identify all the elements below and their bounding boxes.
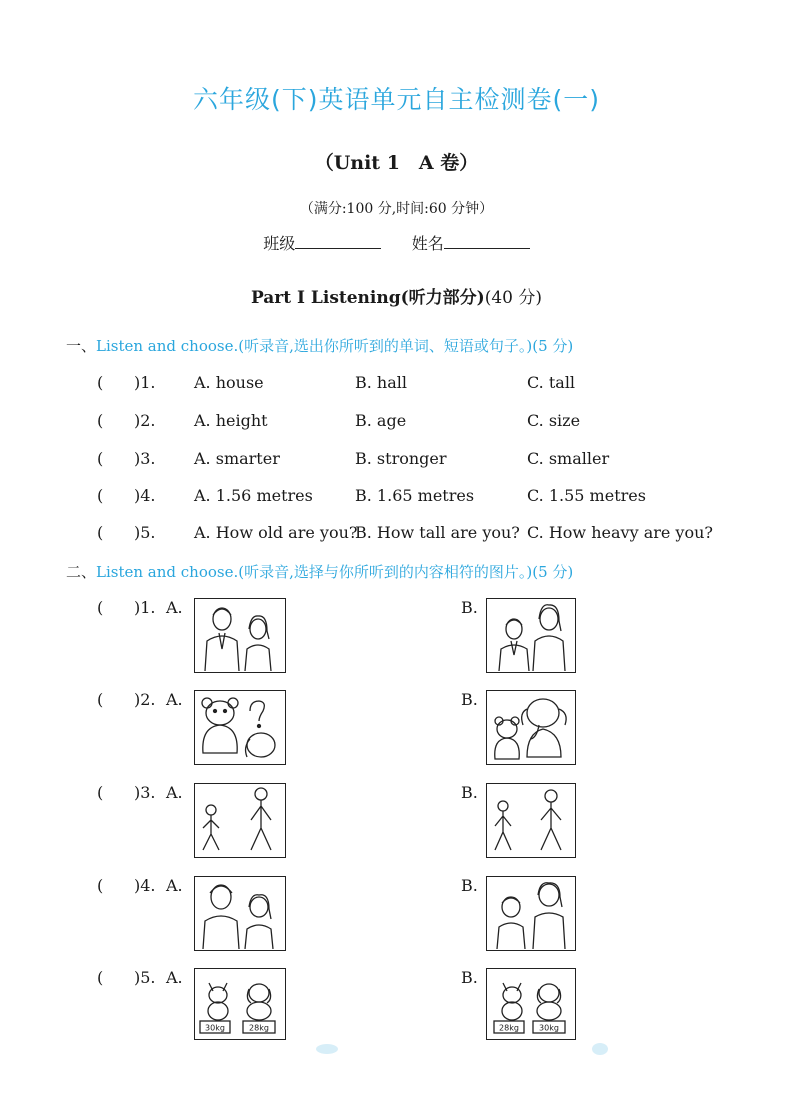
section-2-title-en: Listen and choose.: [96, 563, 239, 581]
part-label: Part Ⅰ Listening(听力部分): [250, 288, 485, 308]
answer-paren[interactable]: (: [97, 876, 104, 895]
section-1-points: (5 分): [532, 337, 574, 355]
answer-paren[interactable]: (: [97, 783, 104, 802]
option-b-label: B.: [461, 690, 478, 709]
option-b: B. age: [355, 411, 407, 430]
option-b-label: B.: [461, 876, 478, 895]
answer-paren[interactable]: (: [97, 968, 104, 987]
option-a: A. How old are you?: [194, 523, 358, 542]
scale-weight-left: 30kg: [205, 1023, 225, 1033]
score-info: （满分:100 分,时间:60 分钟）: [299, 201, 494, 217]
woman-taller-than-man-icon[interactable]: [486, 598, 576, 673]
boy-and-girl-icon[interactable]: [194, 876, 286, 951]
option-a-label: A.: [166, 783, 183, 802]
option-b: B. hall: [355, 373, 408, 392]
option-b: B. How tall are you?: [355, 523, 520, 542]
scale-weight-right: 30kg: [539, 1023, 559, 1033]
question-number: )1.: [134, 373, 156, 392]
scale-weight-right: 28kg: [249, 1023, 269, 1033]
section-2-heading: [66, 561, 573, 582]
option-b: B. 1.65 metres: [355, 486, 475, 505]
question-number: )2.: [134, 690, 156, 709]
section-1-title-cn: (听录音,选出你所听到的单词、短语或句子。): [238, 337, 533, 355]
option-a-label: A.: [166, 598, 183, 617]
cat-and-dog-on-scales-icon[interactable]: [194, 968, 286, 1040]
option-b-label: B.: [461, 968, 478, 987]
question-number: )5.: [134, 968, 156, 987]
option-b: B. stronger: [355, 449, 447, 468]
answer-paren[interactable]: (: [97, 523, 104, 542]
boy-and-man-walking-icon[interactable]: [194, 783, 286, 858]
answer-paren[interactable]: (: [97, 411, 104, 430]
option-c: C. size: [527, 411, 581, 430]
answer-paren[interactable]: (: [97, 373, 104, 392]
option-a: A. 1.56 metres: [194, 486, 313, 505]
section-2-points: (5 分): [532, 563, 574, 581]
name-blank[interactable]: [444, 234, 530, 249]
part-heading: [0, 283, 793, 308]
boy-and-man-walking-icon[interactable]: [486, 783, 576, 858]
class-blank[interactable]: [295, 234, 381, 249]
bear-and-elephant-icon[interactable]: [194, 690, 286, 765]
part-points: (40 分): [484, 288, 543, 308]
question-number: )3.: [134, 449, 156, 468]
option-a: A. smarter: [194, 449, 280, 468]
elephant-and-bear-icon[interactable]: [486, 690, 576, 765]
option-a: A. house: [194, 373, 264, 392]
option-c: C. smaller: [527, 449, 610, 468]
scale-weight-left: 28kg: [499, 1023, 519, 1033]
question-number: )5.: [134, 523, 156, 542]
boy-and-girl-icon[interactable]: [486, 876, 576, 951]
question-number: )2.: [134, 411, 156, 430]
option-a-label: A.: [166, 968, 183, 987]
student-info-row: [0, 231, 793, 254]
option-c: C. tall: [527, 373, 576, 392]
section-1-number: 一、: [66, 337, 97, 355]
answer-paren[interactable]: (: [97, 690, 104, 709]
option-a: A. height: [194, 411, 268, 430]
option-b-label: B.: [461, 783, 478, 802]
section-2-number: 二、: [66, 563, 97, 581]
option-a-label: A.: [166, 876, 183, 895]
option-b-label: B.: [461, 598, 478, 617]
decorative-smudge: [592, 1043, 608, 1055]
cat-and-dog-on-scales-icon[interactable]: [486, 968, 576, 1040]
section-2-title-cn: (听录音,选择与你所听到的内容相符的图片。): [238, 563, 533, 581]
option-c: C. 1.55 metres: [527, 486, 646, 505]
question-number: )4.: [134, 876, 156, 895]
answer-paren[interactable]: (: [97, 486, 104, 505]
page-title: 六年级(下)英语单元自主检测卷(一): [192, 85, 600, 114]
unit-subtitle: （Unit 1 A 卷）: [314, 152, 479, 174]
man-taller-than-woman-icon[interactable]: [194, 598, 286, 673]
section-1-title-en: Listen and choose.: [96, 337, 239, 355]
answer-paren[interactable]: (: [97, 598, 104, 617]
question-number: )4.: [134, 486, 156, 505]
option-a-label: A.: [166, 690, 183, 709]
question-number: )3.: [134, 783, 156, 802]
decorative-smudge: [316, 1044, 338, 1054]
class-label: 班级: [263, 234, 296, 253]
question-number: )1.: [134, 598, 156, 617]
name-label: 姓名: [411, 234, 444, 253]
section-1-heading: [66, 335, 573, 356]
option-c: C. How heavy are you?: [527, 523, 713, 542]
answer-paren[interactable]: (: [97, 449, 104, 468]
